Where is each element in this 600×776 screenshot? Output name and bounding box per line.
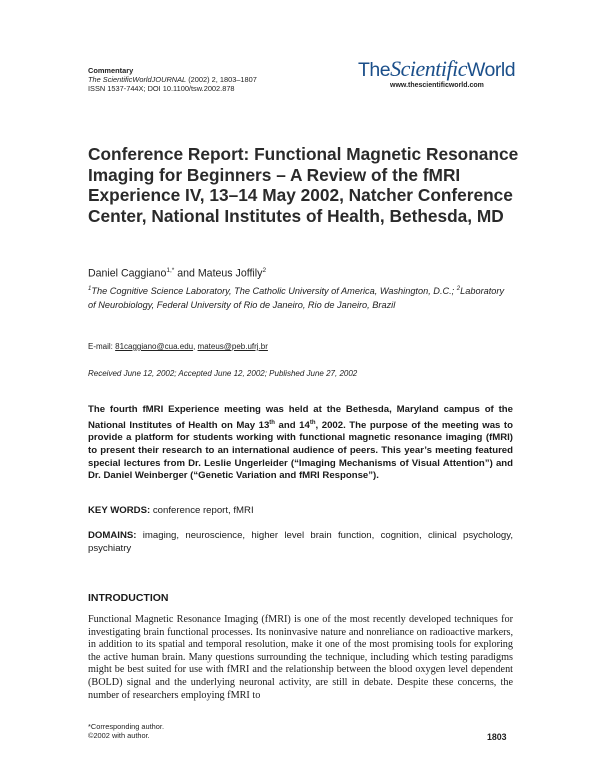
intro-paragraph: Functional Magnetic Resonance Imaging (fMRI) is one of the most recently developed techniques for investigating brain functional processes. Its noninvasive nature and nonreliance on radioactive markers, in addition to its spatial and temporal resolution, make it one of the most promising tools for exploring the active human brain. Many questions surrounding the technique, including which testing paradigms might be best suited for use with fMRI and the relationship between the blood oxygen level dependent (BOLD) signal and the underlying neuronal activity, are still in debate. Despite these concerns, the number of researchers employing fMRI to	[88, 614, 513, 701]
logo-url: www.thescientificworld.com	[390, 82, 484, 89]
abstract: The fourth fMRI Experience meeting was held at the Bethesda, Maryland campus of the National Institutes of Health on May 13th and 14th, 2002. The purpose of the meeting was to provide a platform for students working with functional magnetic resonance imaging (fMRI) to present their research to an international audience of peers. This year’s meeting featured special lectures from Dr. Leslie Ungerleider (“Imaging Mechanisms of Visual Attention”) and Dr. Daniel Weinberger (“Genetic Variation and fMRI Response”).	[88, 404, 513, 482]
author-name: Daniel Caggiano	[88, 267, 167, 280]
email-link[interactable]: 81caggiano@cua.edu	[115, 342, 194, 351]
email-link[interactable]: mateus@peb.ufrj.br	[197, 342, 268, 351]
journal-name: The ScientificWorldJOURNAL	[88, 75, 187, 84]
section-heading: INTRODUCTION	[88, 592, 169, 604]
article-header	[88, 66, 257, 93]
domains: DOMAINS: imaging, neuroscience, higher level brain function, cognition, clinical psychology, psychiatry	[88, 530, 513, 554]
publication-dates: Received June 12, 2002; Accepted June 12, 2002; Published June 27, 2002	[88, 369, 358, 378]
affiliations: $^1$The Cognitive Science Laboratory, The Catholic University of America, Washington, D.C.; $^2$Laboratory of Neurobiology, Federal University of Rio de Janeiro, Rio de Janeiro, Brazil	[88, 286, 505, 310]
keywords: KEY WORDS: conference report, fMRI	[88, 505, 254, 516]
logo-wordmark: TheScientificWorld	[358, 56, 516, 81]
author-superscript: 1,*	[166, 267, 175, 274]
footnote: *Corresponding author. ©2002 with author.	[88, 722, 165, 740]
journal-logo	[358, 58, 518, 98]
journal-citation: (2002) 2, 1803–1807	[186, 75, 257, 84]
article-type: Commentary	[88, 66, 134, 75]
issn-doi: ISSN 1537-744X; DOI 10.1100/tsw.2002.878	[88, 84, 235, 93]
author-name: Mateus Joffily	[197, 267, 263, 280]
page-number: 1803	[487, 732, 507, 742]
article-title: Conference Report: Functional Magnetic Resonance Imaging for Beginners – A Review of the fMRI Experience IV, 13–14 May 2002, Natcher Conference Center, National Institutes of Health, Bethesda, MD	[88, 144, 519, 226]
author-superscript: 2	[262, 267, 267, 274]
email-line: E-mail: 81caggiano@cua.edu, mateus@peb.ufrj.br	[88, 342, 268, 351]
author-list: Daniel Caggiano$^{1,*}$ and Mateus Joffily$^2$	[88, 267, 267, 280]
